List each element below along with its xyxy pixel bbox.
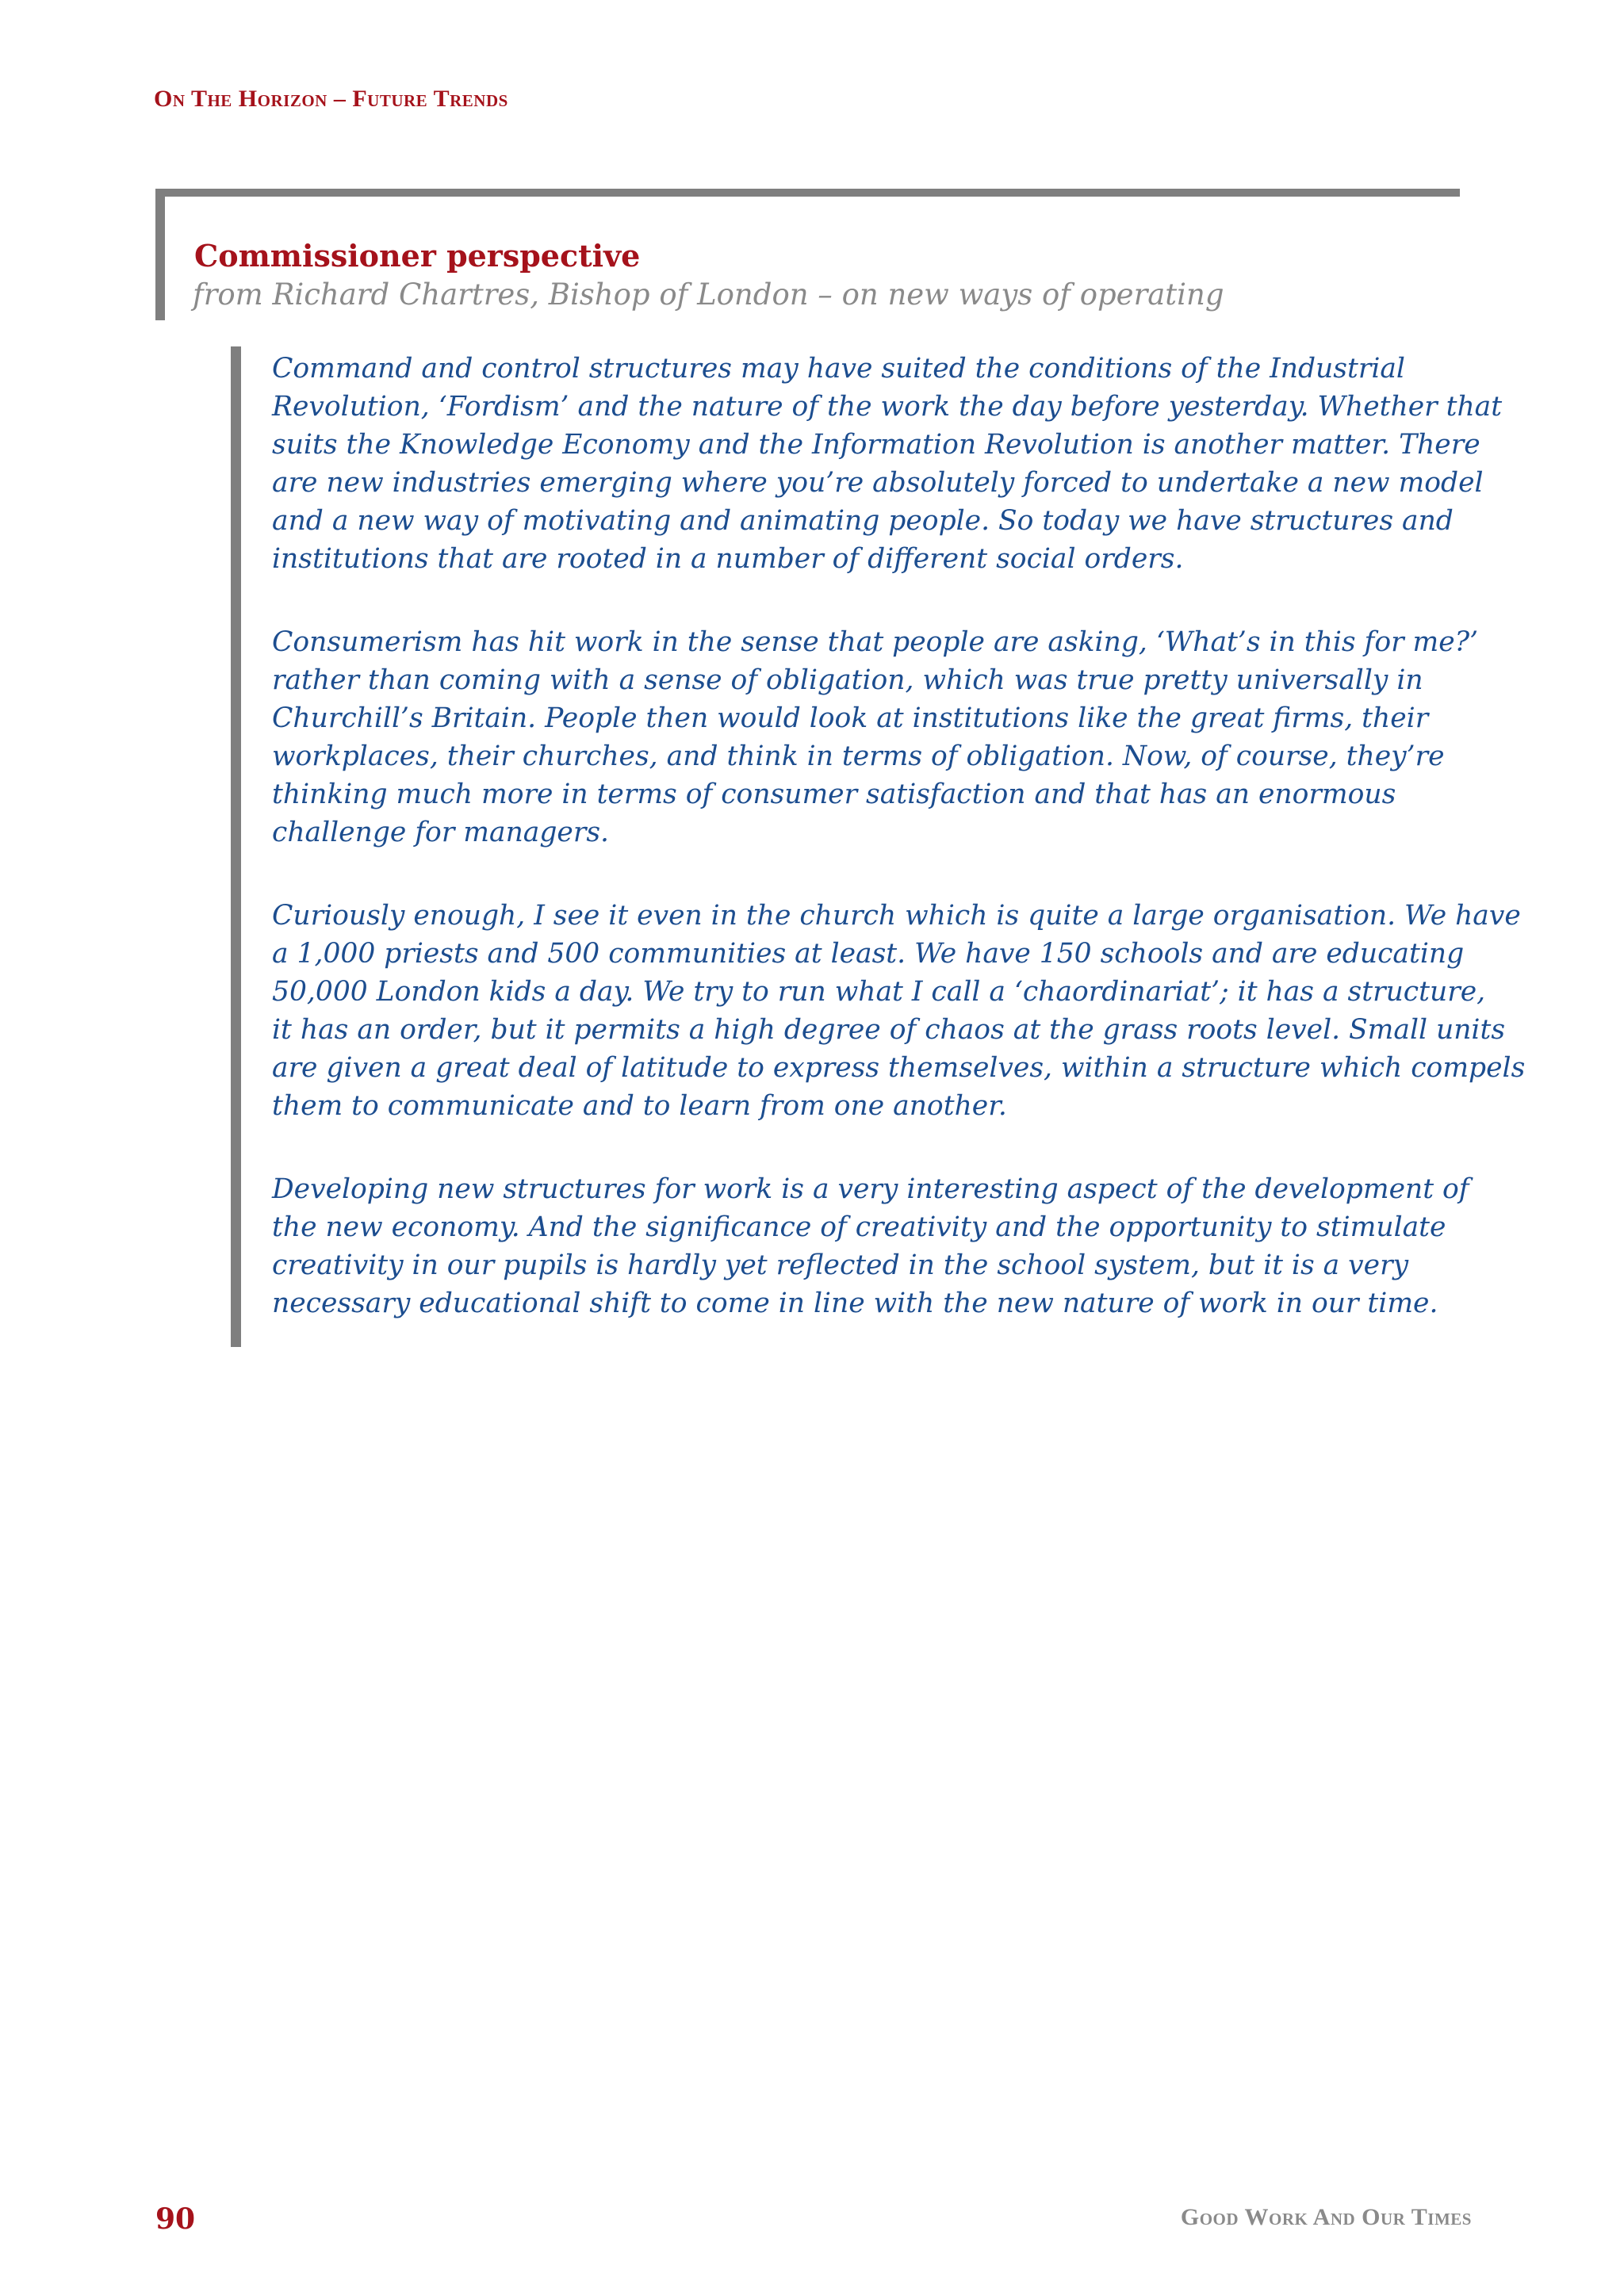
quote-line: necessary educational shift to come in line with the new nature of work in our time. xyxy=(272,1288,1438,1319)
quote-line: and a new way of motivating and animating people. So today we have structures and xyxy=(272,505,1454,537)
quote-line: a 1,000 priests and 500 communities at least. We have 150 schools and are educating xyxy=(272,938,1465,970)
page-number: 90 xyxy=(155,2202,196,2236)
box-left-rule xyxy=(155,189,165,320)
quote-paragraph-1 xyxy=(272,350,1503,578)
paragraph-gap xyxy=(272,578,1461,623)
quote-paragraph-2 xyxy=(272,623,1479,851)
quote-line: institutions that are rooted in a number of different social orders. xyxy=(272,543,1184,575)
quote-line: challenge for managers. xyxy=(272,817,610,848)
box-subtitle: from Richard Chartres, Bishop of London – on new ways of operating xyxy=(193,277,1224,312)
running-header: On The Horizon – Future Trends xyxy=(154,86,508,112)
quote-line: Churchill’s Britain. People then would look at institutions like the great firms, their xyxy=(272,702,1429,734)
quote-line: Curiously enough, I see it even in the church which is quite a large organisation. We have xyxy=(272,900,1521,932)
quote-paragraph-3 xyxy=(272,897,1526,1125)
quote-line: thinking much more in terms of consumer satisfaction and that has an enormous xyxy=(272,779,1396,810)
box-top-rule xyxy=(155,189,1460,197)
quote-line: suits the Knowledge Economy and the Information Revolution is another matter. There xyxy=(272,429,1480,461)
paragraph-gap xyxy=(272,1125,1461,1170)
quote-line: the new economy. And the significance of creativity and the opportunity to stimulate xyxy=(272,1211,1446,1243)
quote-line: are given a great deal of latitude to express themselves, within a structure which compels xyxy=(272,1052,1526,1084)
quote-line: creativity in our pupils is hardly yet reflected in the school system, but it is a very xyxy=(272,1249,1409,1281)
quote-line: workplaces, their churches, and think in terms of obligation. Now, of course, they’re xyxy=(272,740,1445,772)
running-footer: Good Work And Our Times xyxy=(1180,2204,1472,2230)
quote-line: Command and control structures may have suited the conditions of the Industrial xyxy=(272,353,1405,385)
quote-paragraph-4 xyxy=(272,1170,1469,1322)
paragraph-gap xyxy=(272,851,1461,897)
quote-body xyxy=(272,350,1526,1322)
quote-line: Developing new structures for work is a very interesting aspect of the development of xyxy=(272,1173,1469,1205)
quote-line: them to communicate and to learn from one another. xyxy=(272,1090,1007,1122)
box-title: Commissioner perspective xyxy=(194,238,641,274)
quote-line: Consumerism has hit work in the sense that people are asking, ‘What’s in this for me?’ xyxy=(272,626,1479,658)
quote-line: 50,000 London kids a day. We try to run what I call a ‘chaordinariat’; it has a structure, xyxy=(272,976,1486,1008)
quote-rule xyxy=(231,346,241,1347)
quote-line: it has an order, but it permits a high degree of chaos at the grass roots level. Small units xyxy=(272,1014,1506,1046)
quote-line: rather than coming with a sense of obligation, which was true pretty universally in xyxy=(272,664,1423,696)
quote-line: Revolution, ‘Fordism’ and the nature of the work the day before yesterday. Whether that xyxy=(272,391,1503,423)
quote-line: are new industries emerging where you’re absolutely forced to undertake a new model xyxy=(272,467,1484,499)
